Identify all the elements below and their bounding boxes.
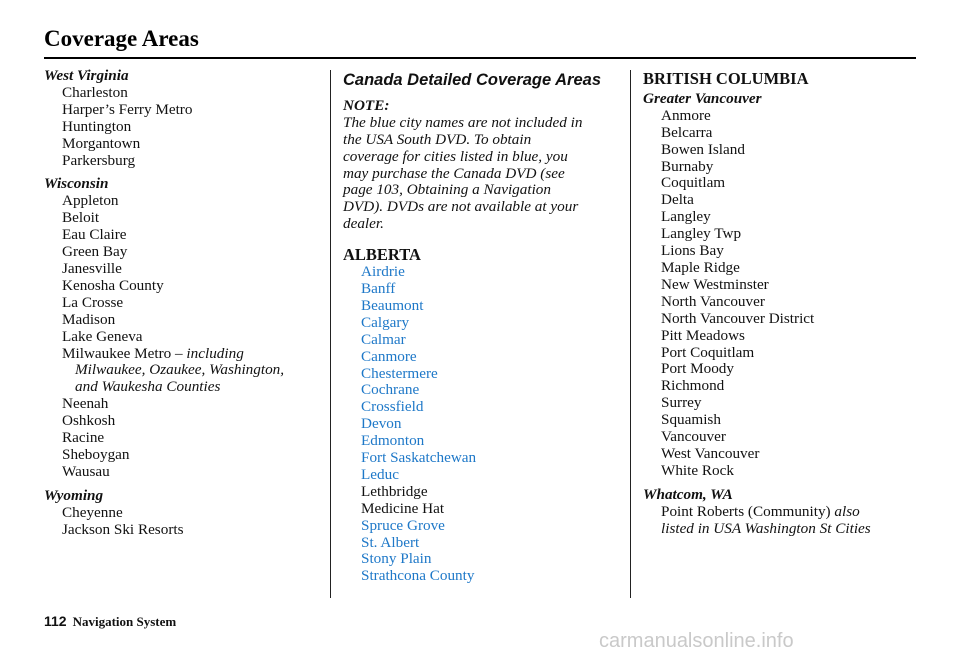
column-divider-1 xyxy=(330,70,331,598)
city: Lethbridge xyxy=(361,482,428,500)
city: Edmonton xyxy=(361,432,425,450)
city: Pitt Meadows xyxy=(661,326,745,344)
city: Calmar xyxy=(361,330,406,348)
note-line: page 103, Obtaining a Navigation xyxy=(343,181,551,199)
page-number: 112 xyxy=(44,613,67,629)
city: Maple Ridge xyxy=(661,258,740,276)
section-heading: Canada Detailed Coverage Areas xyxy=(343,71,601,89)
city: Leduc xyxy=(361,465,399,483)
city-note-continued: and Waukesha Counties xyxy=(75,378,221,396)
column-1 xyxy=(44,68,324,538)
city: Lions Bay xyxy=(661,242,724,260)
city: La Crosse xyxy=(62,293,124,311)
city: Port Coquitlam xyxy=(661,343,755,361)
region-heading: Whatcom, WA xyxy=(643,485,733,503)
region-heading: Greater Vancouver xyxy=(643,89,762,107)
city: Huntington xyxy=(62,117,132,135)
city: Port Moody xyxy=(661,360,734,378)
city-point-roberts xyxy=(643,504,923,521)
city: Crossfield xyxy=(361,398,424,416)
note-line: dealer. xyxy=(343,215,384,233)
province-heading: BRITISH COLUMBIA xyxy=(643,69,809,88)
city-name: Milwaukee Metro xyxy=(62,344,172,362)
city: Morgantown xyxy=(62,134,141,152)
note-line: the USA South DVD. To obtain xyxy=(343,130,532,148)
city: Parkersburg xyxy=(62,151,136,169)
city: Squamish xyxy=(661,411,721,429)
city: Lake Geneva xyxy=(62,327,143,345)
city: Surrey xyxy=(661,394,702,412)
city: Chestermere xyxy=(361,364,438,382)
city-milwaukee xyxy=(44,346,324,363)
city: Beaumont xyxy=(361,296,424,314)
city: Calgary xyxy=(361,313,410,331)
note-line: DVD). DVDs are not available at your xyxy=(343,198,579,216)
city: Delta xyxy=(661,191,694,209)
footer-title: Navigation System xyxy=(72,614,177,629)
state-heading: Wisconsin xyxy=(44,175,109,193)
city: Charleston xyxy=(62,83,128,101)
city: Appleton xyxy=(62,192,119,210)
city: Janesville xyxy=(62,259,122,277)
city: Canmore xyxy=(361,347,417,365)
city: Devon xyxy=(361,415,402,433)
state-heading: West Virginia xyxy=(44,67,129,84)
city: Langley xyxy=(661,208,711,226)
city: Cheyenne xyxy=(62,503,123,521)
note-line: may purchase the Canada DVD (see xyxy=(343,164,565,182)
city: New Westminster xyxy=(661,275,769,293)
city: Madison xyxy=(62,310,116,328)
city: Vancouver xyxy=(661,428,726,446)
city: Stony Plain xyxy=(361,550,432,568)
city: Green Bay xyxy=(62,243,128,261)
city: Eau Claire xyxy=(62,226,127,244)
city: Beloit xyxy=(62,209,100,227)
city: Racine xyxy=(62,429,105,447)
city-note-continued: listed in USA Washington St Cities xyxy=(661,519,871,537)
city: Oshkosh xyxy=(62,412,116,430)
city-name: Point Roberts (Community) xyxy=(661,502,831,520)
city: Anmore xyxy=(661,106,711,124)
city: Jackson Ski Resorts xyxy=(62,520,184,538)
city: Wausau xyxy=(62,462,110,480)
note-label: NOTE: xyxy=(343,96,390,114)
city: Coquitlam xyxy=(661,174,726,192)
city: Airdrie xyxy=(361,263,405,281)
city-note: – including xyxy=(171,344,244,362)
city: Medicine Hat xyxy=(361,499,445,517)
city: Richmond xyxy=(661,377,725,395)
city: Sheboygan xyxy=(62,445,130,463)
city: North Vancouver District xyxy=(661,309,815,327)
city: Burnaby xyxy=(661,157,714,175)
city: White Rock xyxy=(661,461,734,479)
city: Cochrane xyxy=(361,381,420,399)
city: Kenosha County xyxy=(62,276,164,294)
note-line: The blue city names are not included in xyxy=(343,113,583,131)
city: St. Albert xyxy=(361,533,420,551)
column-divider-2 xyxy=(630,70,631,598)
city: Strathcona County xyxy=(361,567,475,585)
note-line: coverage for cities listed in blue, you xyxy=(343,147,568,165)
city: Harper’s Ferry Metro xyxy=(62,100,193,118)
city: Belcarra xyxy=(661,123,713,141)
province-heading: ALBERTA xyxy=(343,245,421,265)
page-footer xyxy=(44,613,176,631)
city: Bowen Island xyxy=(661,140,745,158)
column-2 xyxy=(343,68,623,585)
city: West Vancouver xyxy=(661,444,760,462)
title-rule xyxy=(44,57,916,59)
city: North Vancouver xyxy=(661,292,765,310)
column-3 xyxy=(643,68,923,537)
city: Langley Twp xyxy=(661,225,742,243)
page-title: Coverage Areas xyxy=(44,26,199,51)
state-heading: Wyoming xyxy=(44,486,104,504)
watermark: carmanualsonline.info xyxy=(599,630,794,652)
city-note-continued: Milwaukee, Ozaukee, Washington, xyxy=(75,361,285,379)
greater-vancouver-city-list xyxy=(643,108,923,480)
city: Fort Saskatchewan xyxy=(361,449,477,467)
alberta-city-list xyxy=(343,264,623,585)
city: Banff xyxy=(361,279,396,297)
city-note: also xyxy=(830,502,860,520)
city: Neenah xyxy=(62,395,109,413)
city: Spruce Grove xyxy=(361,516,445,534)
